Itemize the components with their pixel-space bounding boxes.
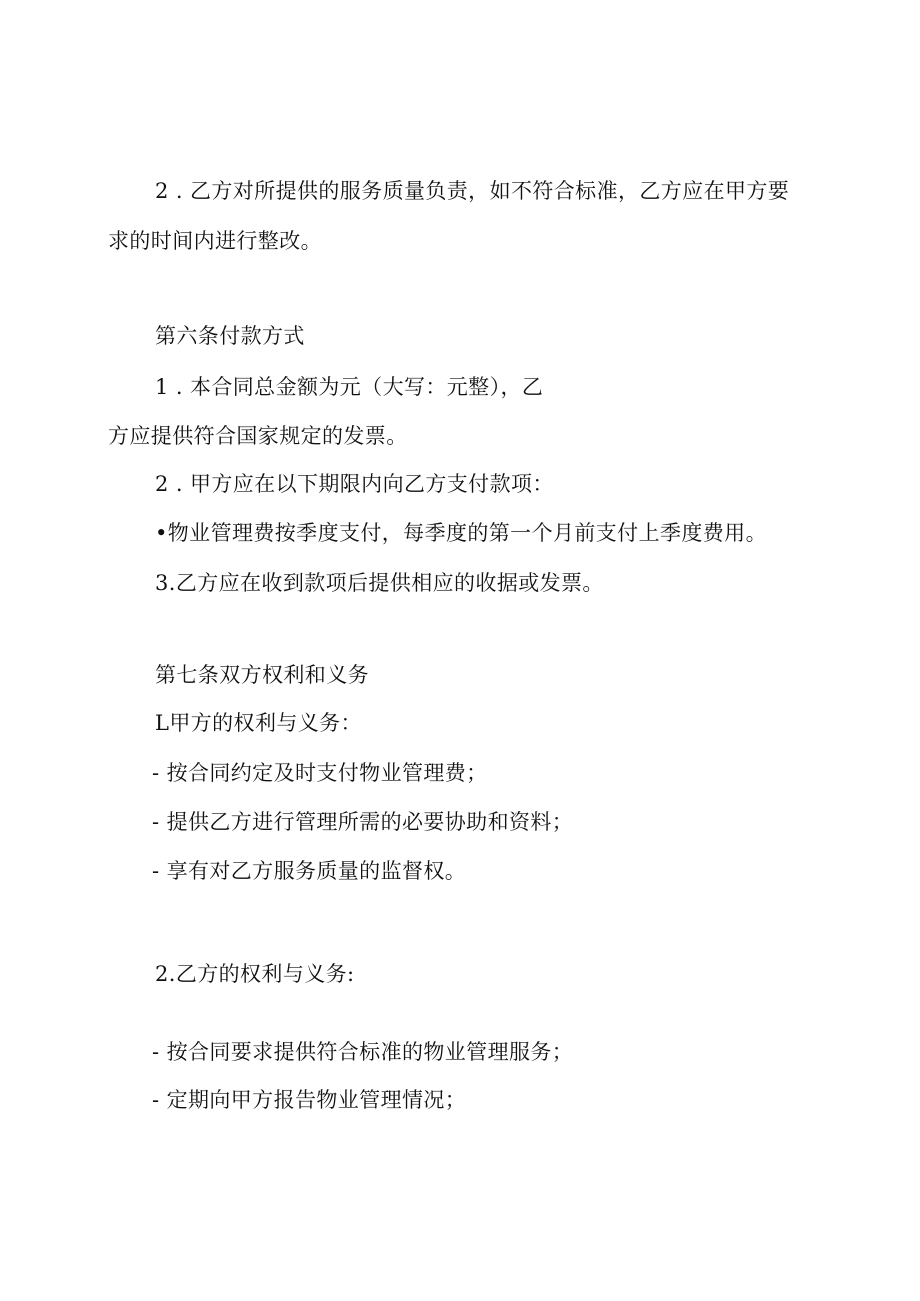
list-item: - 按合同要求提供符合标准的物业管理服务； xyxy=(152,1040,574,1064)
paragraph-line: 2 . 乙方对所提供的服务质量负责，如不符合标准，乙方应在甲方要 xyxy=(155,179,790,203)
paragraph-line: 1 . 本合同总金额为元（大写：元整），乙 xyxy=(155,375,544,399)
list-item: - 享有对乙方服务质量的监督权。 xyxy=(152,859,467,883)
list-item: - 提供乙方进行管理所需的必要协助和资料； xyxy=(152,810,574,834)
list-item: - 按合同约定及时支付物业管理费； xyxy=(152,761,488,785)
paragraph-line: 求的时间内进行整改。 xyxy=(108,229,322,253)
paragraph-line: 2 . 甲方应在以下期限内向乙方支付款项： xyxy=(155,472,554,496)
paragraph-line: L甲方的权利与义务： xyxy=(155,711,362,735)
section-heading: 第六条付款方式 xyxy=(155,324,305,348)
bullet-line: •物业管理费按季度支付，每季度的第一个月前支付上季度费用。 xyxy=(155,521,767,545)
section-heading: 第七条双方权利和义务 xyxy=(155,663,369,687)
paragraph-line: 方应提供符合国家规定的发票。 xyxy=(108,424,408,448)
paragraph-line: 2.乙方的权利与义务: xyxy=(155,962,355,986)
list-item: - 定期向甲方报告物业管理情况； xyxy=(152,1088,467,1112)
paragraph-line: 3.乙方应在收到款项后提供相应的收据或发票。 xyxy=(155,571,604,595)
